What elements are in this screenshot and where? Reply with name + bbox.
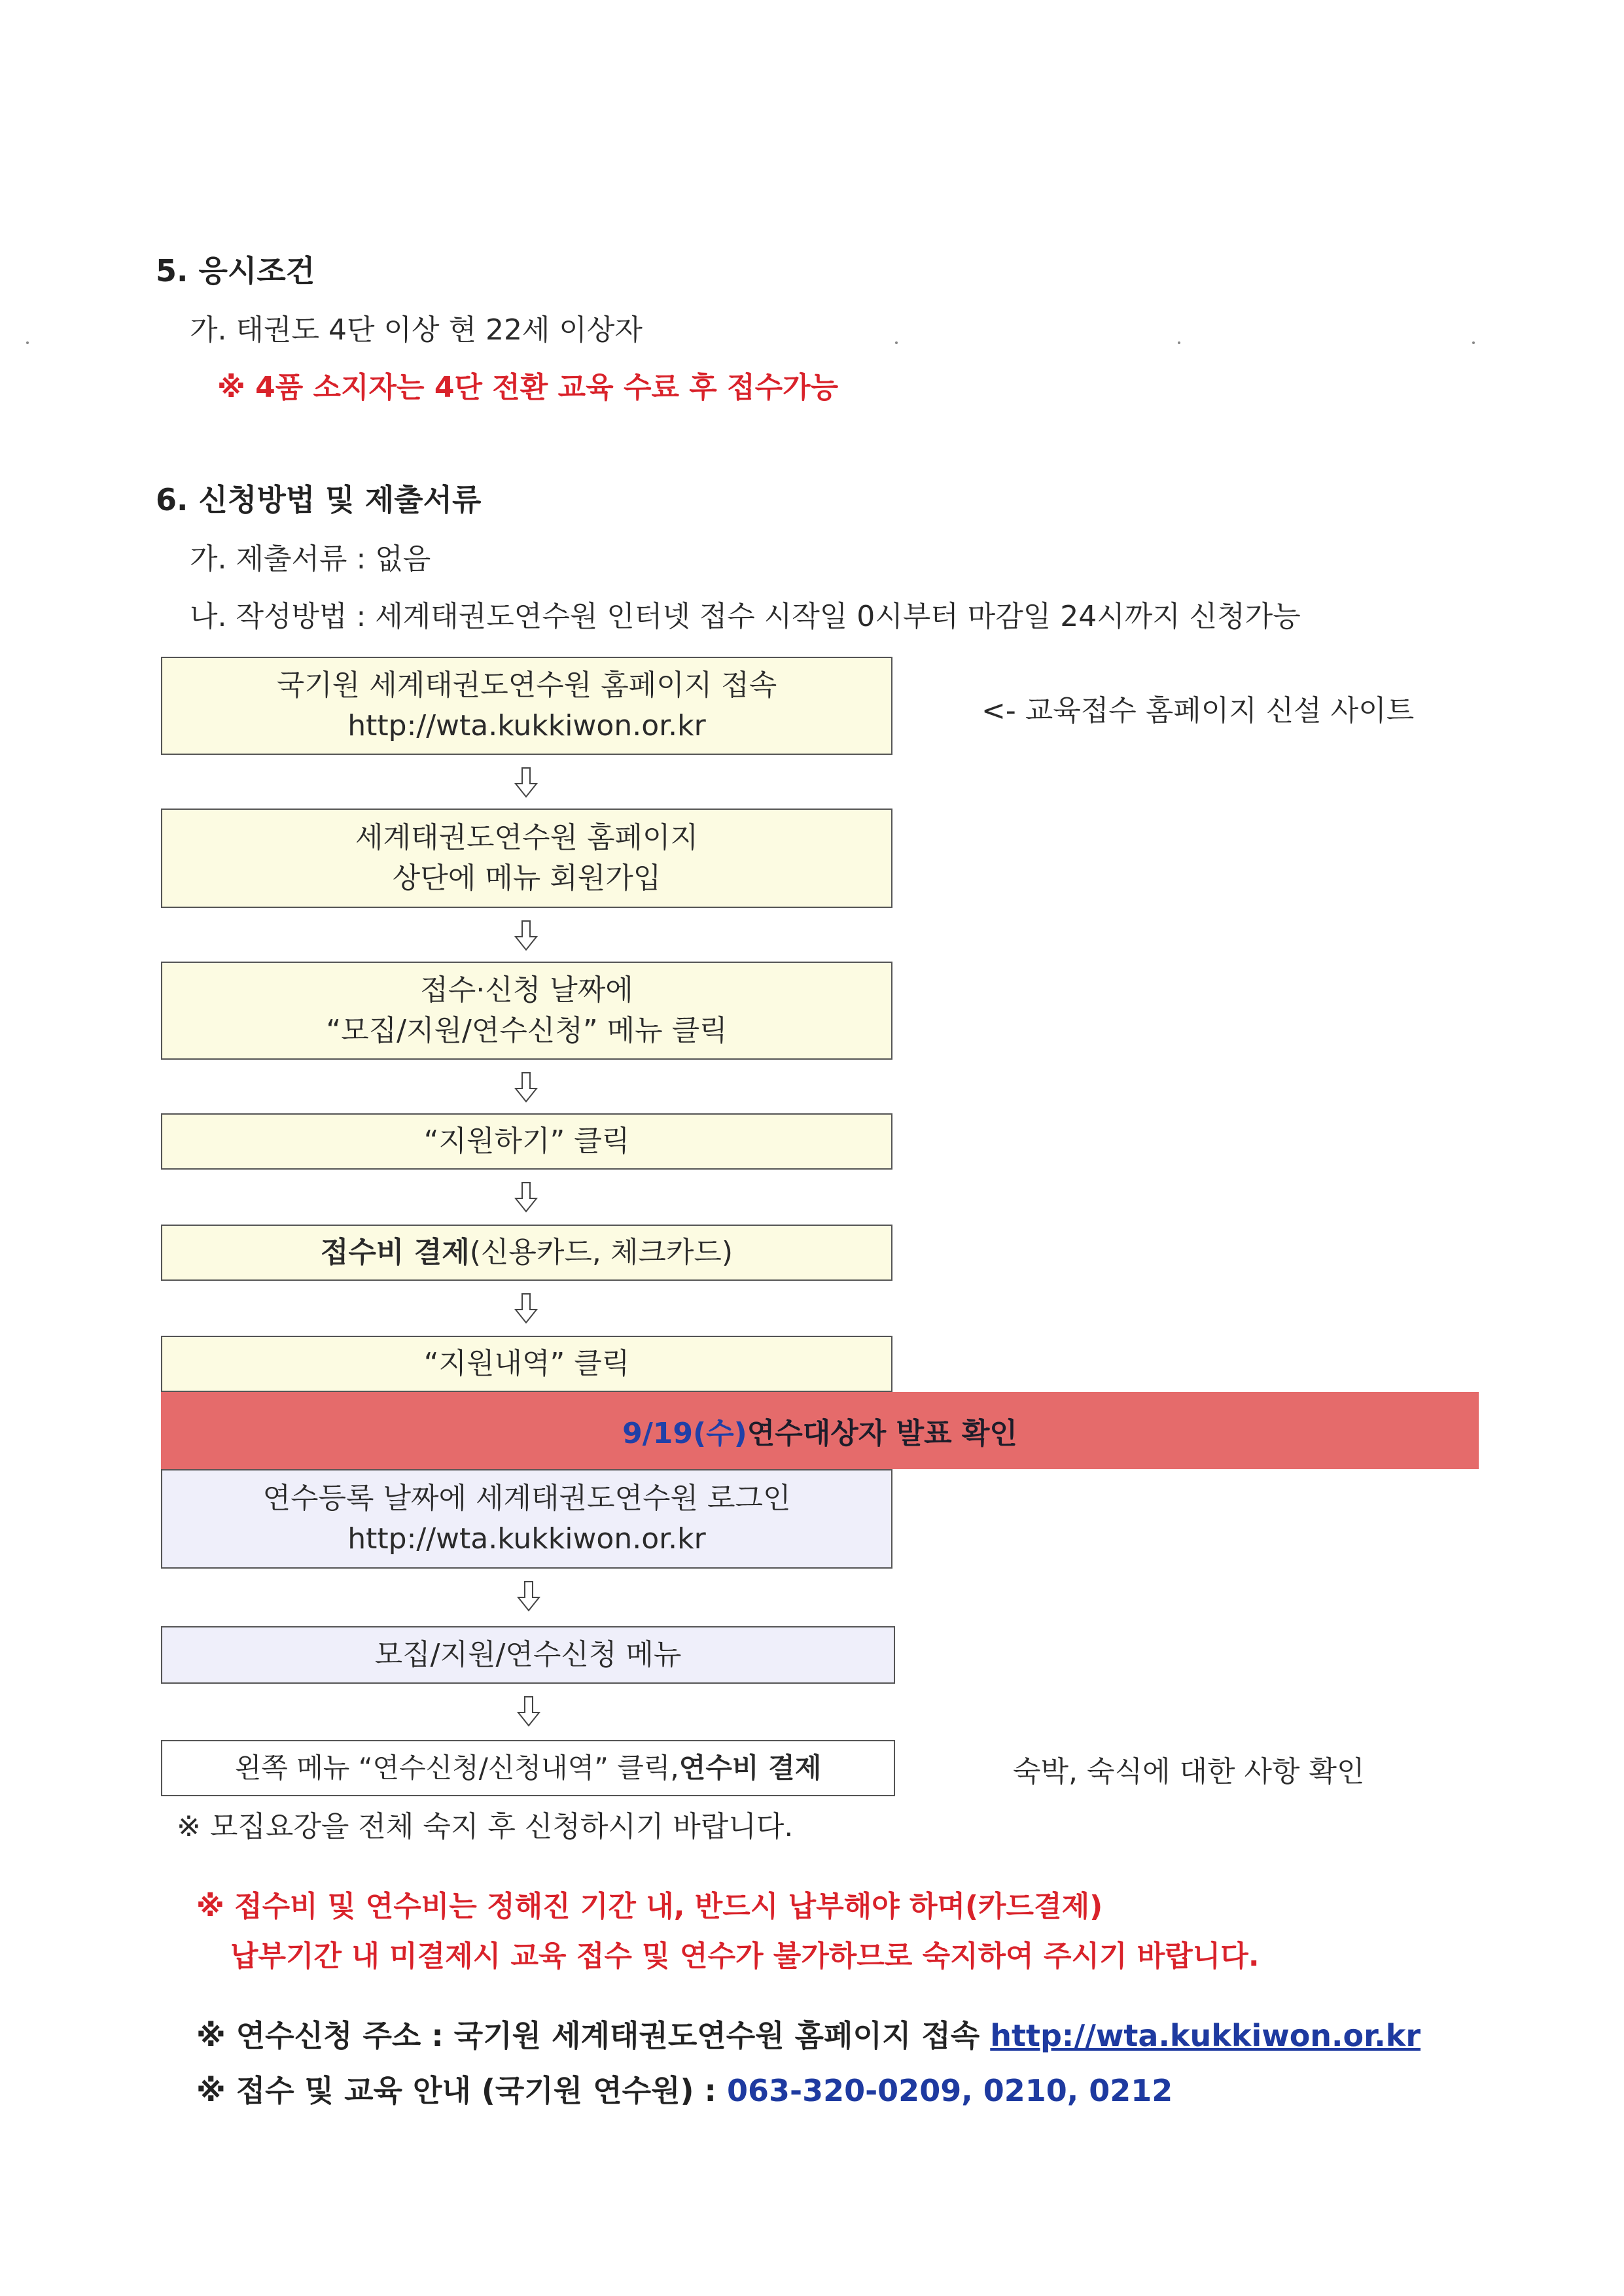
section6-heading: 6. 신청방법 및 제출서류 [156, 482, 482, 517]
flow-step4-label: “지원하기” 클릭 [423, 1124, 630, 1158]
flow-step-homepage-access [161, 657, 892, 755]
section5-heading: 5. 응시조건 [156, 253, 315, 288]
scan-dot [895, 341, 898, 344]
arrow-down-icon [513, 1181, 539, 1214]
payment-note-line2: 납부기간 내 미결제시 교육 접수 및 연수가 불가하므로 숙지하여 주시기 바랍니다. [230, 1939, 1260, 1973]
address-line [196, 2012, 1421, 2055]
arrow-down-icon [513, 920, 539, 952]
section6-item-b: 나. 작성방법 : 세계태권도연수원 인터넷 접수 시작일 0시부터 마감일 24시까지 신청가능 [190, 600, 1301, 633]
flow-step5-rest: (신용카드, 체크카드) [469, 1236, 733, 1269]
flow-step-fee-payment [161, 1225, 892, 1281]
announcement-banner [161, 1392, 1479, 1469]
section5-item-a: 가. 태권도 4단 이상 현 22세 이상자 [190, 313, 643, 347]
flow-step-apply-click [161, 1113, 892, 1170]
flow-step8-label: 모집/지원/연수신청 메뉴 [374, 1638, 682, 1671]
arrow-down-icon [516, 1696, 542, 1728]
flow-step2-line2: 상단에 메뉴 회원가입 [392, 861, 662, 895]
flow-step7-url: http://wta.kukkiwon.or.kr [347, 1522, 706, 1556]
scan-dot [1472, 341, 1475, 344]
flow-step-training-payment [161, 1740, 895, 1796]
flow-step-signup [161, 809, 892, 908]
flow-step-apply-menu-2 [161, 1626, 895, 1684]
flow-step1-url: http://wta.kukkiwon.or.kr [347, 709, 706, 742]
scan-dot [26, 341, 29, 344]
arrow-down-icon [516, 1580, 542, 1613]
address-link[interactable]: http://wta.kukkiwon.or.kr [990, 2018, 1421, 2053]
address-label: ※ 연수신청 주소 : 국기원 세계태권도연수원 홈페이지 접속 [196, 2018, 991, 2053]
arrow-down-icon [513, 1293, 539, 1325]
flow-step3-line2: “모집/지원/연수신청” 메뉴 클릭 [326, 1014, 728, 1047]
flow-step9-side-note: 숙박, 숙식에 대한 사항 확인 [1013, 1755, 1365, 1788]
flow-step5-bold: 접수비 결제 [320, 1236, 470, 1269]
banner-date: 9/19(수) [622, 1417, 747, 1450]
flow-step9-bold: 연수비 결제 [679, 1752, 822, 1784]
payment-note-line1: ※ 접수비 및 연수비는 정해진 기간 내, 반드시 납부해야 하며(카드결제) [196, 1890, 1103, 1923]
flow-step1-line1: 국기원 세계태권도연수원 홈페이지 접속 [276, 669, 777, 702]
contact-label: ※ 접수 및 교육 안내 (국기원 연수원) : [196, 2073, 727, 2108]
arrow-down-icon [513, 1071, 539, 1104]
contact-line [196, 2067, 1173, 2110]
flow-step-application-history [161, 1336, 892, 1392]
flow-step9-plain: 왼쪽 메뉴 “연수신청/신청내역” 클릭, [234, 1752, 679, 1784]
flow-step3-line1: 접수·신청 날짜에 [420, 973, 633, 1007]
contact-phone: 063-320-0209, 0210, 0212 [726, 2073, 1173, 2108]
arrow-down-icon [513, 767, 539, 799]
flow-step-login [161, 1469, 892, 1569]
guide-note: ※ 모집요강을 전체 숙지 후 신청하시기 바랍니다. [177, 1810, 794, 1843]
flow-step-apply-menu [161, 962, 892, 1060]
scan-dot [1178, 341, 1180, 344]
flow-step7-line1: 연수등록 날짜에 세계태권도연수원 로그인 [262, 1482, 791, 1515]
flow-step1-side-note: <- 교육접수 홈페이지 신설 사이트 [981, 694, 1415, 727]
flow-step2-line1: 세계태권도연수원 홈페이지 [355, 821, 699, 854]
section5-note: ※ 4품 소지자는 4단 전환 교육 수료 후 접수가능 [217, 371, 839, 404]
banner-text: 연수대상자 발표 확인 [747, 1417, 1017, 1450]
flow-step6-label: “지원내역” 클릭 [423, 1347, 630, 1380]
section6-item-a: 가. 제출서류 : 없음 [190, 542, 431, 576]
